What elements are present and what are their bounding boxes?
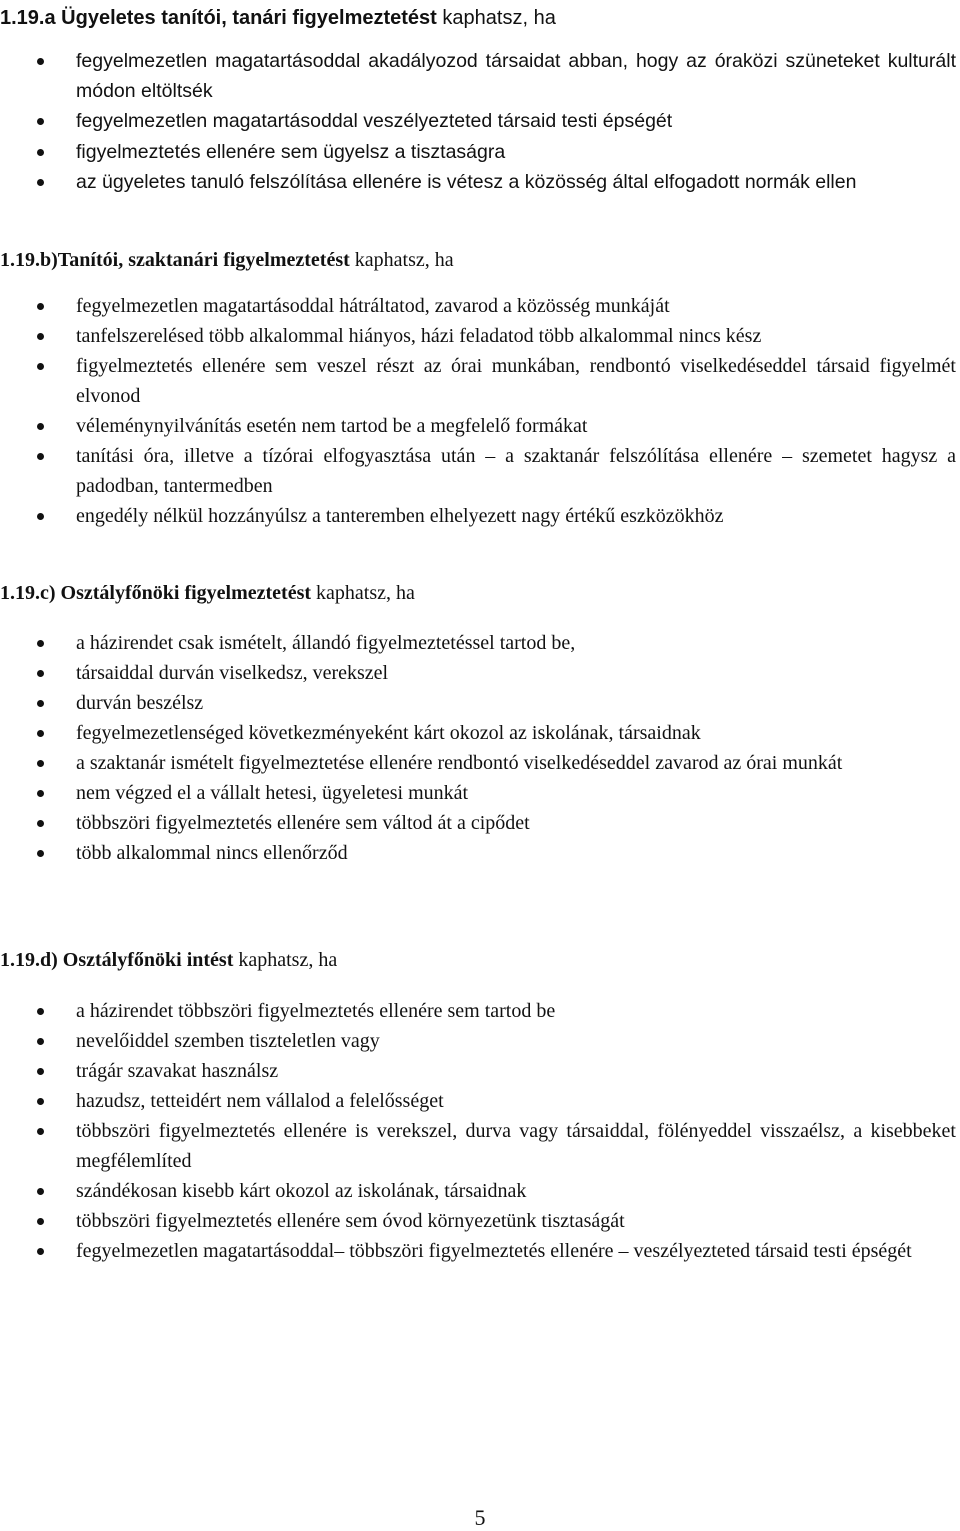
bullet-icon [37, 513, 44, 520]
section-number: 1.19.b) [0, 249, 58, 271]
list-item [0, 748, 958, 778]
section-heading-rest: kaphatsz, ha [442, 7, 556, 29]
list-item [0, 1086, 958, 1116]
list-item-text: többszöri figyelmeztetés ellenére is verekszel, durva vagy társaiddal, fölényeddel visszaélsz, a kisebbeket megfélemlíted [76, 1120, 956, 1172]
list-item-text: a házirendet többszöri figyelmeztetés ellenére sem tartod be [76, 1000, 556, 1022]
list-item-text: fegyelmezetlen magatartásoddal hátráltatod, zavarod a közösség munkáját [76, 295, 670, 317]
list-item [0, 1056, 958, 1086]
list-item [0, 106, 958, 136]
section-heading [0, 948, 958, 972]
list-item-text: durván beszélsz [76, 692, 204, 714]
bullet-icon [37, 790, 44, 797]
bullet-icon [37, 1128, 44, 1135]
list-item-text: többszöri figyelmeztetés ellenére sem váltod át a cipődet [76, 812, 530, 834]
list-item-text: tanfelszerelésed több alkalommal hiányos, házi feladatod több alkalommal nincs kész [76, 325, 762, 347]
bullet-icon [37, 149, 44, 156]
list-item [0, 808, 958, 838]
bullet-icon [37, 1218, 44, 1225]
list-item [0, 137, 958, 167]
list-item [0, 1236, 958, 1266]
section-heading-rest: kaphatsz, ha [238, 949, 338, 971]
list-item [0, 351, 958, 411]
bullet-icon [37, 453, 44, 460]
section-heading-rest: kaphatsz, ha [354, 249, 454, 271]
list-item-text: szándékosan kisebb kárt okozol az iskolának, társaidnak [76, 1180, 527, 1202]
page-number: 5 [474, 1505, 486, 1530]
list-item [0, 441, 958, 501]
section-number: 1.19.c) [0, 582, 56, 604]
rule-list [0, 291, 958, 531]
list-item-text: nevelőiddel szemben tiszteletlen vagy [76, 1030, 380, 1052]
list-item [0, 628, 958, 658]
bullet-icon [37, 640, 44, 647]
list-item [0, 501, 958, 531]
section-number: 1.19.d) [0, 949, 58, 971]
list-item-text: a szaktanár ismételt figyelmeztetése ellenére rendbontó viselkedéseddel zavarod az órai munkát [76, 752, 843, 774]
list-item [0, 996, 958, 1026]
rule-list [0, 628, 958, 868]
list-item [0, 1026, 958, 1056]
rule-list [0, 996, 958, 1266]
bullet-icon [37, 1098, 44, 1105]
bullet-icon [37, 700, 44, 707]
section-1-19-a [0, 6, 958, 197]
list-item-text: fegyelmezetlenséged következményeként kárt okozol az iskolának, társaidnak [76, 722, 701, 744]
list-item-text: az ügyeletes tanuló felszólítása ellenére is vétesz a közösség által elfogadott normák ellen [76, 170, 857, 193]
list-item [0, 411, 958, 441]
list-item [0, 291, 958, 321]
list-item [0, 1116, 958, 1176]
bullet-icon [37, 850, 44, 857]
bullet-icon [37, 820, 44, 827]
bullet-icon [37, 58, 44, 65]
list-item-text: nem végzed el a vállalt hetesi, ügyeletesi munkát [76, 782, 469, 804]
section-heading [0, 6, 958, 30]
list-item-text: társaiddal durván viselkedsz, verekszel [76, 662, 389, 684]
list-item-text: trágár szavakat használsz [76, 1060, 279, 1082]
list-item-text: figyelmeztetés ellenére sem veszel részt az órai munkában, rendbontó viselkedéseddel társaid figyelmét elvonod [76, 355, 956, 407]
list-item [0, 838, 958, 868]
list-item-text: fegyelmezetlen magatartásoddal– többszöri figyelmeztetés ellenére – veszélyezteted társaid testi épségét [76, 1240, 912, 1262]
bullet-icon [37, 118, 44, 125]
list-item [0, 658, 958, 688]
bullet-icon [37, 423, 44, 430]
section-number: 1.19.a [0, 7, 56, 29]
list-item [0, 718, 958, 748]
list-item [0, 46, 958, 106]
list-item [0, 167, 958, 197]
bullet-icon [37, 1188, 44, 1195]
bullet-icon [37, 1038, 44, 1045]
bullet-icon [37, 1068, 44, 1075]
bullet-icon [37, 363, 44, 370]
list-item [0, 1176, 958, 1206]
list-item-text: fegyelmezetlen magatartásoddal veszélyezteted társaid testi épségét [76, 110, 673, 133]
list-item [0, 778, 958, 808]
list-item [0, 321, 958, 351]
rule-list [0, 46, 958, 197]
section-1-19-c [0, 581, 958, 868]
bullet-icon [37, 333, 44, 340]
section-heading [0, 248, 958, 272]
list-item-text: több alkalommal nincs ellenőrződ [76, 842, 348, 864]
bullet-icon [37, 670, 44, 677]
bullet-icon [37, 760, 44, 767]
list-item-text: véleménynyilvánítás esetén nem tartod be a megfelelő formákat [76, 415, 588, 437]
bullet-icon [37, 1008, 44, 1015]
bullet-icon [37, 303, 44, 310]
section-title: Tanítói, szaktanári figyelmeztetést [57, 249, 350, 271]
list-item [0, 688, 958, 718]
section-1-19-d [0, 948, 958, 1266]
list-item [0, 1206, 958, 1236]
list-item-text: többszöri figyelmeztetés ellenére sem óvod környezetünk tisztaságát [76, 1210, 625, 1232]
section-title: Osztályfőnöki intést [62, 949, 234, 971]
section-title: Osztályfőnöki figyelmeztetést [60, 582, 312, 604]
list-item-text: hazudsz, tetteidért nem vállalod a felelősséget [76, 1090, 444, 1112]
bullet-icon [37, 730, 44, 737]
list-item-text: engedély nélkül hozzányúlsz a tanteremben elhelyezett nagy értékű eszközökhöz [76, 505, 724, 527]
section-heading-rest: kaphatsz, ha [316, 582, 415, 604]
section-title: Ügyeletes tanítói, tanári figyelmeztetést [61, 7, 437, 29]
bullet-icon [37, 1248, 44, 1255]
list-item-text: fegyelmezetlen magatartásoddal akadályozod társaidat abban, hogy az óraközi szüneteket kulturált módon eltöltsék [76, 50, 956, 103]
section-heading [0, 581, 958, 605]
list-item-text: tanítási óra, illetve a tízórai elfogyasztása után – a szaktanár felszólítása ellenére – szemetet hagysz a padodban, tantermedben [76, 445, 956, 497]
list-item-text: figyelmeztetés ellenére sem ügyelsz a tisztaságra [76, 140, 506, 163]
bullet-icon [37, 179, 44, 186]
list-item-text: a házirendet csak ismételt, állandó figyelmeztetéssel tartod be, [76, 632, 576, 654]
section-1-19-b [0, 248, 958, 531]
